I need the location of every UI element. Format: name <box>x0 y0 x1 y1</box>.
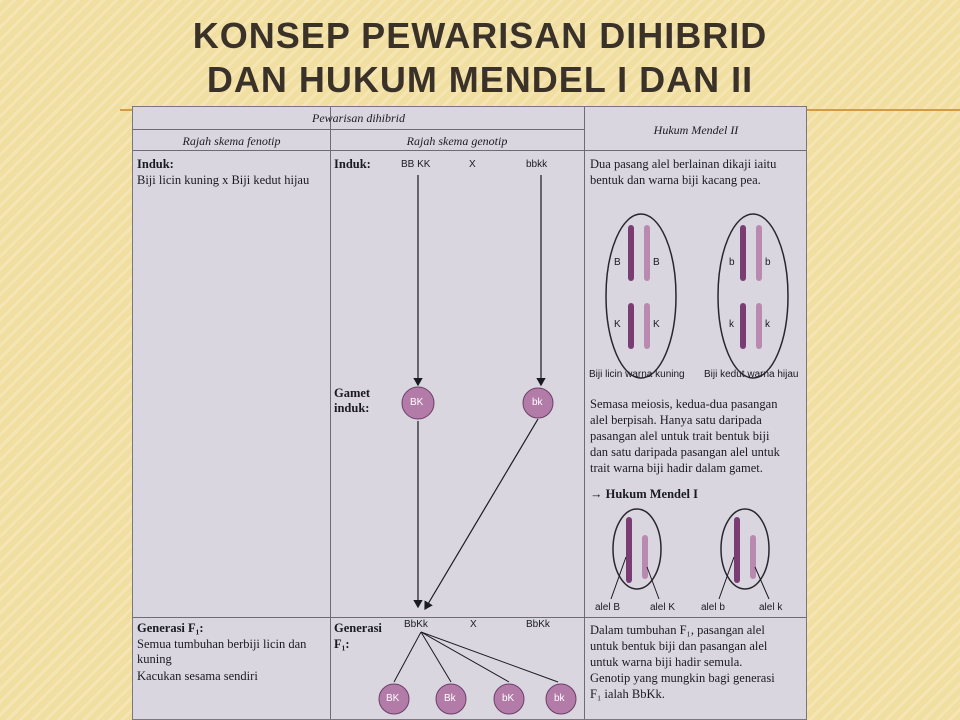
gamete-chromosome-k <box>750 535 756 579</box>
fenotip-induk-text: Biji licin kuning x Biji kedut hijau <box>137 173 310 187</box>
allele-label-b-right: b <box>765 257 771 268</box>
fenotip-f1-text-1: Semua tumbuhan berbiji licin dan <box>137 637 307 651</box>
genotip-f1-label-line2: F₁: <box>334 637 350 651</box>
genotip-induk-label: Induk: <box>334 157 371 171</box>
fenotip-f1-label: Generasi F₁: <box>137 621 204 635</box>
gamete-label-BK: BK <box>410 397 424 408</box>
cell1-caption: Biji licin warna kuning <box>589 369 685 380</box>
mendel-intro-line2: bentuk dan warna biji kacang pea. <box>590 173 761 187</box>
chromosome-K-1 <box>628 303 634 349</box>
f1-branch-1 <box>394 632 421 682</box>
gamet-label-line1: Gamet <box>334 386 371 400</box>
chromosome-K-2 <box>644 303 650 349</box>
chromosome-k-1 <box>740 303 746 349</box>
gamete-chromosome-b <box>734 517 740 583</box>
header-rajah-fenotip: Rajah skema fenotip <box>182 134 281 148</box>
gamete-chromosome-K <box>642 535 648 579</box>
f1-branch-2 <box>421 632 451 682</box>
label-alel-K: alel K <box>650 602 676 613</box>
pointer-alel-B <box>611 557 626 599</box>
gamete-ellipse-2 <box>721 509 769 589</box>
mendel-intro-line1: Dua pasang alel berlainan dikaji iaitu <box>590 157 777 171</box>
cell-ellipse-2 <box>718 214 788 378</box>
gamet-label-line2: induk: <box>334 401 370 415</box>
arrow-gamete2-to-f1 <box>425 419 538 609</box>
cell-ellipse-1 <box>606 214 676 378</box>
genotip-f1-label-line1: Generasi <box>334 621 382 635</box>
parent1-genotype: BB KK <box>401 159 431 170</box>
f1-summary-line-3: untuk warna biji hadir semula. <box>590 655 743 669</box>
fenotip-induk-label: Induk: <box>137 157 174 171</box>
allele-label-K-left: K <box>614 319 621 330</box>
f1-summary-line-4: Genotip yang mungkin bagi generasi <box>590 671 775 685</box>
f1-cross-symbol: X <box>470 619 477 630</box>
hukum-mendel-i-heading: → Hukum Mendel I <box>590 487 699 501</box>
gamete-chromosome-B <box>626 517 632 583</box>
title-line-1: KONSEP PEWARISAN DIHIBRID <box>192 15 768 56</box>
parent2-genotype: bbkk <box>526 159 548 170</box>
label-alel-k: alel k <box>759 602 783 613</box>
chromosome-b-1 <box>740 225 746 281</box>
meiosis-line-1: Semasa meiosis, kedua-dua pasangan <box>590 397 778 411</box>
meiosis-line-3: pasangan alel untuk trait bentuk biji <box>590 429 770 443</box>
meiosis-line-4: dan satu daripada pasangan alel untuk <box>590 445 780 459</box>
chromosome-b-2 <box>756 225 762 281</box>
chromosome-B-1 <box>628 225 634 281</box>
f1-genotype-2: BbKk <box>526 619 550 630</box>
parent-cross-symbol: X <box>469 159 476 170</box>
f1-gamete-label-Bk: Bk <box>444 693 456 704</box>
label-alel-b: alel b <box>701 602 725 613</box>
header-rajah-genotip: Rajah skema genotip <box>406 134 508 148</box>
header-hukum-mendel-ii: Hukum Mendel II <box>653 123 739 137</box>
f1-gamete-label-bk: bk <box>554 693 565 704</box>
allele-label-k-left: k <box>729 319 734 330</box>
f1-genotype-1: BbKk <box>404 619 428 630</box>
allele-label-B-right: B <box>653 257 660 268</box>
slide-title <box>0 14 960 102</box>
f1-branch-3 <box>421 632 509 682</box>
f1-gamete-label-BK: BK <box>386 693 400 704</box>
f1-gamete-label-bK: bK <box>502 693 515 704</box>
meiosis-line-5: trait warna biji hadir dalam gamet. <box>590 461 763 475</box>
f1-branch-4 <box>421 632 558 682</box>
title-line-2: DAN HUKUM MENDEL I DAN II <box>206 59 754 100</box>
cell2-caption: Biji kedut warna hijau <box>704 369 799 380</box>
f1-summary-line-2: untuk bentuk biji dan pasangan alel <box>590 639 768 653</box>
gamete-label-bk: bk <box>532 397 543 408</box>
gamete-ellipse-1 <box>613 509 661 589</box>
allele-label-K-right: K <box>653 319 660 330</box>
textbook-page <box>132 106 807 720</box>
fenotip-f1-text-3: Kacukan sesama sendiri <box>137 669 258 683</box>
pointer-alel-b <box>719 557 734 599</box>
chromosome-B-2 <box>644 225 650 281</box>
chromosome-k-2 <box>756 303 762 349</box>
label-alel-B: alel B <box>595 602 621 613</box>
allele-label-b-left: b <box>729 257 735 268</box>
allele-label-B-left: B <box>614 257 621 268</box>
fenotip-f1-text-2: kuning <box>137 652 172 666</box>
allele-label-k-right: k <box>765 319 770 330</box>
meiosis-line-2: alel berpisah. Hanya satu daripada <box>590 413 762 427</box>
header-pewarisan-dihibrid: Pewarisan dihibrid <box>311 111 405 125</box>
f1-summary-line-1: Dalam tumbuhan F₁, pasangan alel <box>590 623 765 637</box>
f1-summary-line-5: F₁ ialah BbKk. <box>590 687 665 701</box>
